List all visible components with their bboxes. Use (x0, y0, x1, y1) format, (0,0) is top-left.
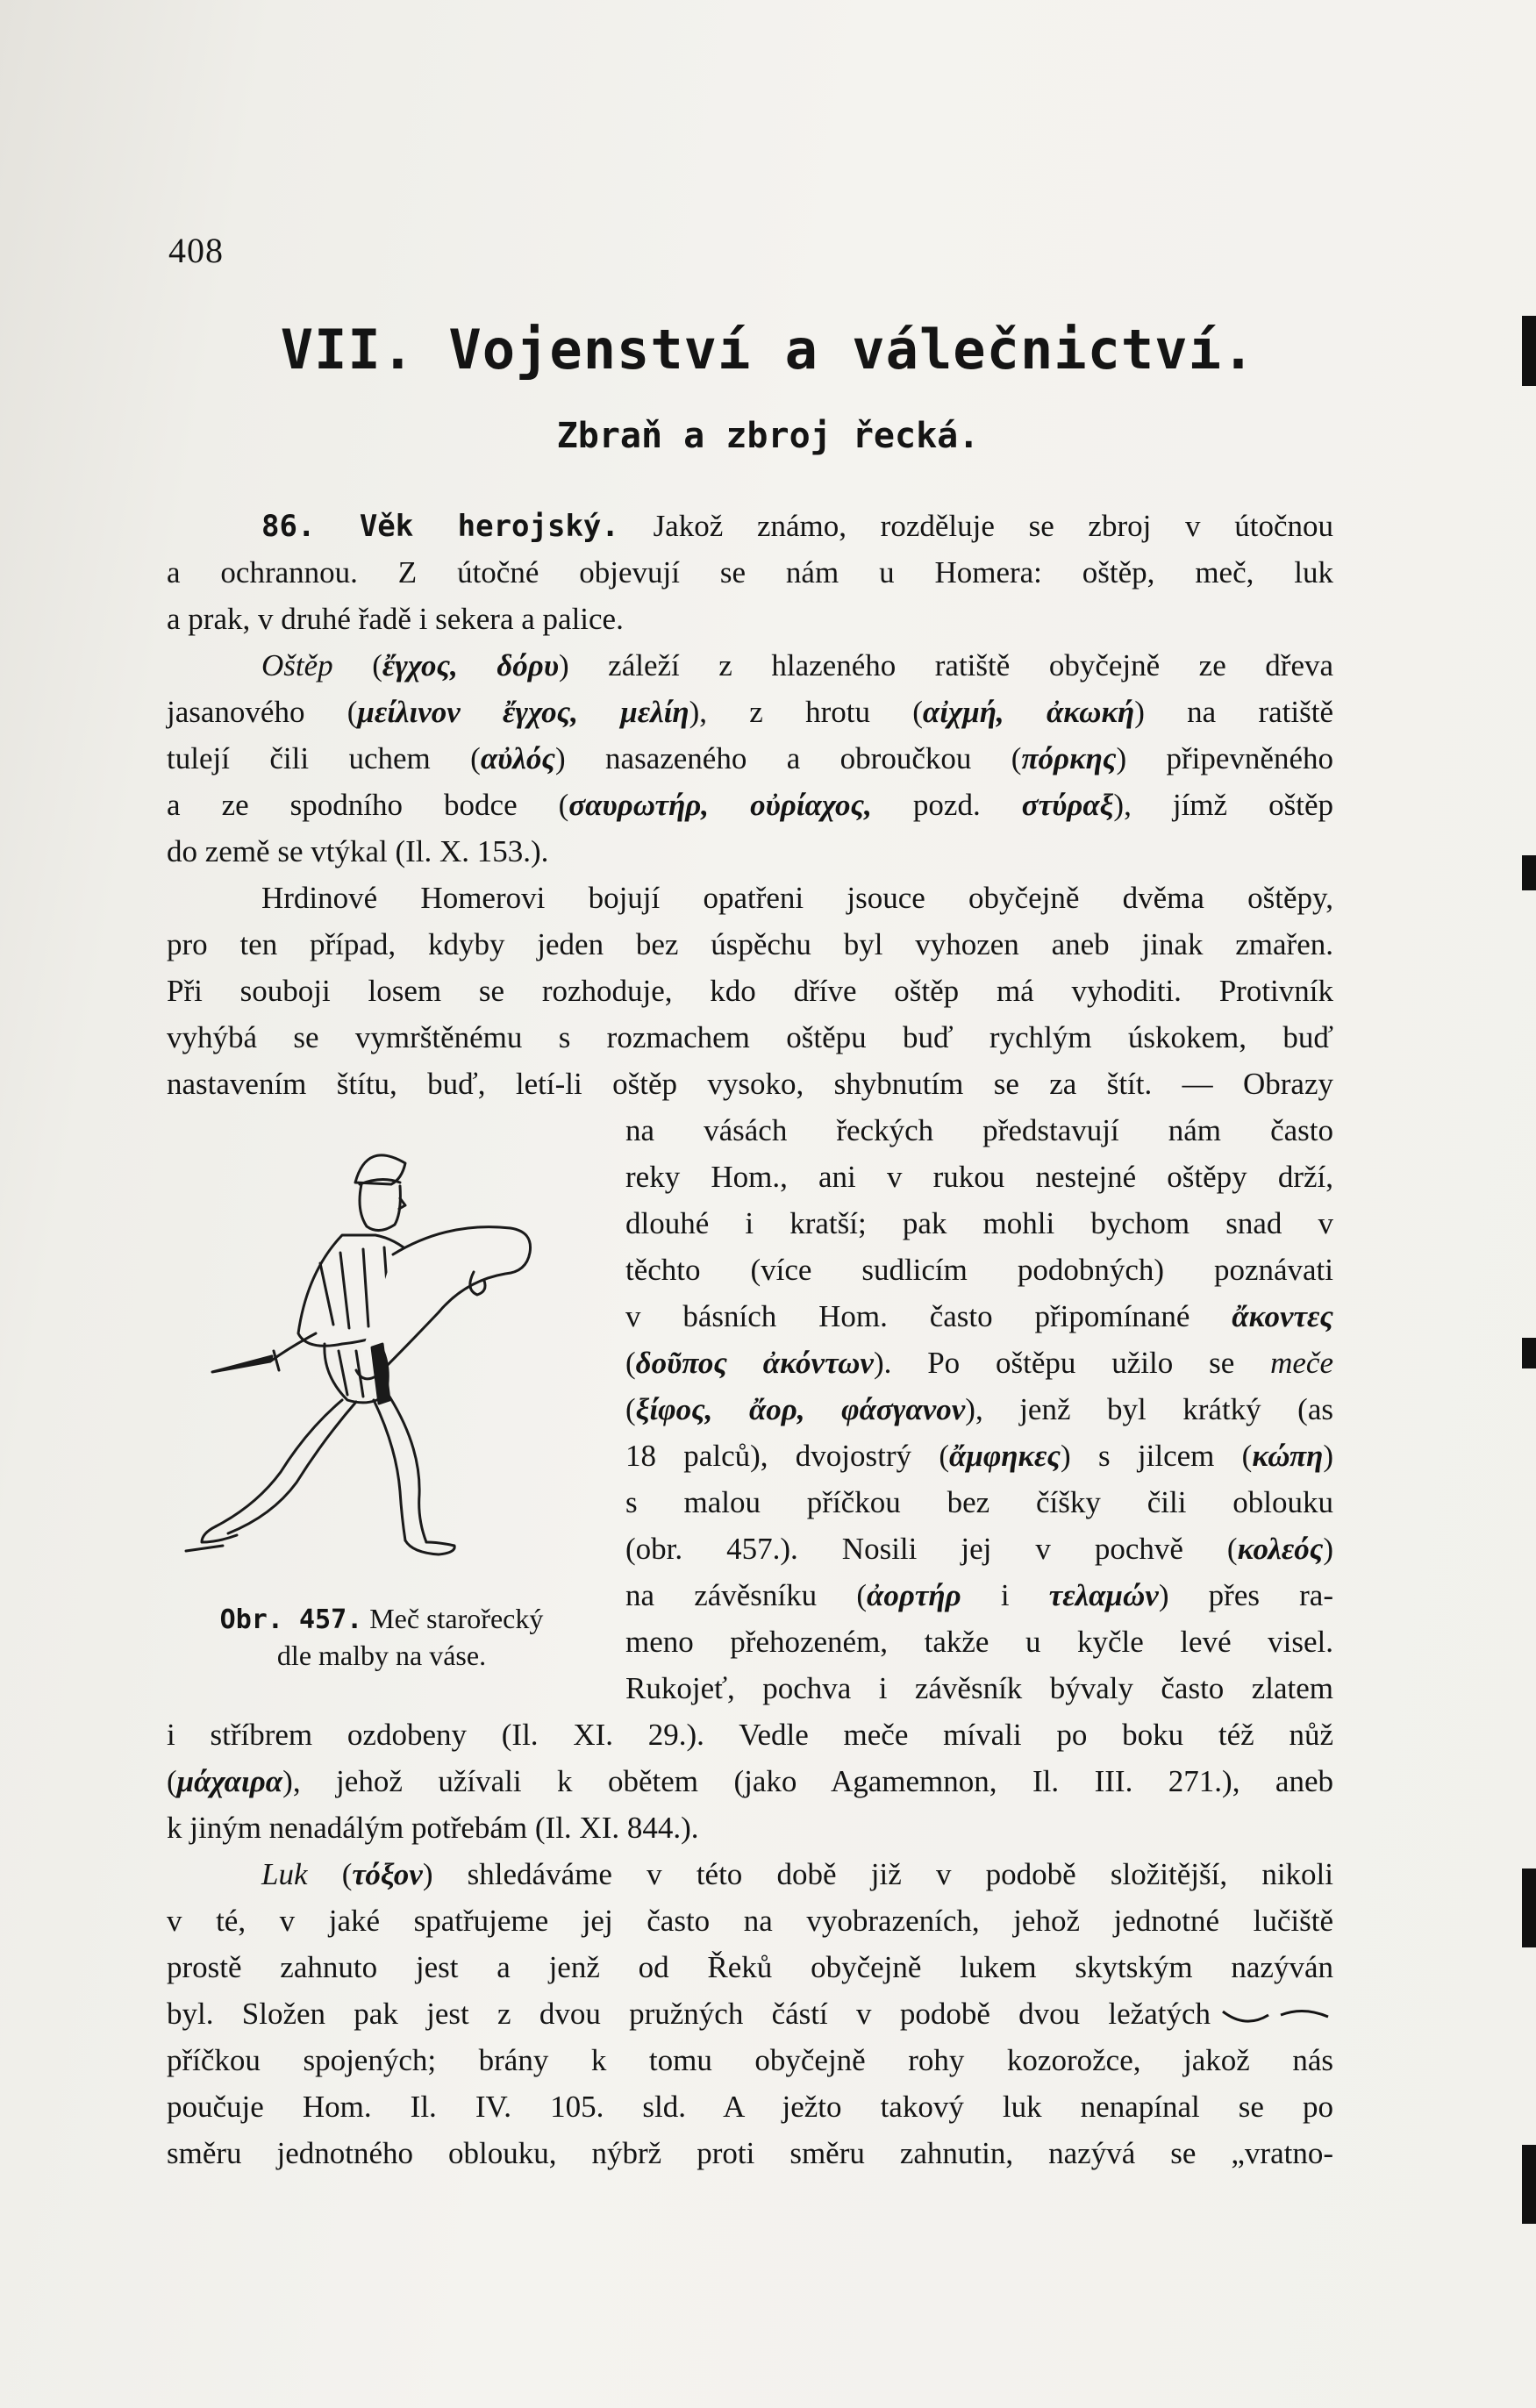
text-line: Oštěp (ἔγχος, δόρυ) záleží z hlazeného ratiště obyčejně ze dřeva (261, 648, 1334, 682)
text-line: byl. Složen pak jest z dvou pružných částí v podobě dvou ležatých (167, 1991, 1333, 2037)
text-line: nastavením štítu, buď, letí-li oštěp vysoko, shybnutím se za štít. — Obrazy (167, 1067, 1333, 1101)
text-line: a ochrannou. Z útočné objevují se nám u Homera: oštěp, meč, luk (167, 555, 1333, 589)
text-line: tulejí čili uchem (αὐλός) nasazeného a obroučkou (πόρκης) připevněného (167, 741, 1333, 775)
greek-warrior-figure (175, 1140, 570, 1597)
text-line: a ze spodního bodce (σαυρωτήρ, οὐρίαχος, pozd. στύραξ), jímž oštěp (167, 788, 1333, 822)
text-line: v básních Hom. často připomínané ἄκοντες (625, 1299, 1333, 1333)
figure-caption: dle malby na váse. (276, 1640, 487, 1671)
text-line: v té, v jaké spatřujeme jej často na vyobrazeních, jehož jednotné lučiště (167, 1904, 1333, 1938)
text-line: (ξίφος, ἄορ, φάσγανον), jenž byl krátký (as (625, 1392, 1333, 1426)
double-curve-glyph (1219, 1999, 1333, 2034)
page-number: 408 (168, 231, 224, 270)
text-line: příčkou spojených; brány k tomu obyčejně rohy kozorožce, jakož nás (167, 2043, 1333, 2077)
text-line: 86. Věk herojský. Jakož známo, rozděluje se zbroj v útočnou (261, 509, 1333, 544)
text-line: meno přehozeném, takže u kyčle levé visel. (625, 1625, 1333, 1659)
text-line: i stříbrem ozdobeny (Il. XI. 29.). Vedle meče mívali po boku též nůž (167, 1718, 1333, 1752)
text-line: Luk (τόξον) shledáváme v této době již v podobě složitější, nikoli (261, 1857, 1333, 1891)
text-line: prostě zahnuto jest a jenž od Řeků obyčejně lukem skytským nazýván (167, 1950, 1333, 1984)
text-line: těchto (více sudlicím podobných) poznávati (625, 1253, 1333, 1287)
figure-caption: Obr. 457. Meč starořecký (219, 1603, 544, 1635)
text-line: dlouhé i kratší; pak mohli bychom snad v (625, 1206, 1333, 1240)
page-edge-mark (1522, 1869, 1536, 1947)
page-edge-mark (1522, 2145, 1536, 2224)
text-line: Hrdinové Homerovi bojují opatřeni jsouce obyčejně dvěma oštěpy, (261, 881, 1333, 915)
text-line: s malou příčkou bez číšky čili oblouku (625, 1485, 1333, 1519)
text-line: Rukojeť, pochva i závěsník bývaly často zlatem (625, 1671, 1333, 1705)
section-title: Zbraň a zbroj řecká. (556, 416, 980, 456)
page-edge-mark (1522, 855, 1536, 890)
text-line: reky Hom., ani v rukou nestejné oštěpy drží, (625, 1160, 1333, 1194)
page-edge-mark (1522, 1338, 1536, 1368)
text-line: poučuje Hom. Il. IV. 105. sld. A ježto takový luk nenapínal se po (167, 2090, 1333, 2124)
text-line: 18 palců), dvojostrý (ἄμφηκες) s jilcem (κώπη) (625, 1439, 1333, 1473)
text-line: (μάχαιρα), jehož užívali k obětem (jako Agamemnon, Il. III. 271.), aneb (167, 1764, 1333, 1798)
text-line: jasanového (μείλινον ἔγχος, μελίη), z hrotu (αἰχμή, ἀκωκή) na ratiště (167, 695, 1334, 729)
chapter-title: VII. Vojenství a válečnictví. (280, 318, 1256, 382)
text-line: směru jednotného oblouku, nýbrž proti směru zahnutin, nazývá se „vratno- (167, 2136, 1333, 2170)
text-line: na vásách řeckých představují nám často (625, 1113, 1333, 1147)
text-line: Při souboji losem se rozhoduje, kdo dříve oštěp má vyhoditi. Protivník (167, 974, 1333, 1008)
text-line: (δοῦπος ἀκόντων). Po oštěpu užilo se meče (625, 1346, 1333, 1380)
text-line: vyhýbá se vymrštěnému s rozmachem oštěpu buď rychlým úskokem, buď (167, 1020, 1333, 1054)
text-line: pro ten případ, kdyby jeden bez úspěchu byl vyhozen aneb jinak zmařen. (167, 927, 1333, 961)
text-line: k jiným nenadálým potřebám (Il. XI. 844.). (167, 1811, 699, 1845)
text-line: na závěsníku (ἀορτήρ i τελαμών) přes ra- (625, 1578, 1333, 1612)
text-line: a prak, v druhé řadě i sekera a palice. (167, 602, 624, 636)
text-line: do země se vtýkal (Il. X. 153.). (167, 834, 549, 868)
text-line: (obr. 457.). Nosili jej v pochvě (κολεός) (625, 1532, 1333, 1566)
